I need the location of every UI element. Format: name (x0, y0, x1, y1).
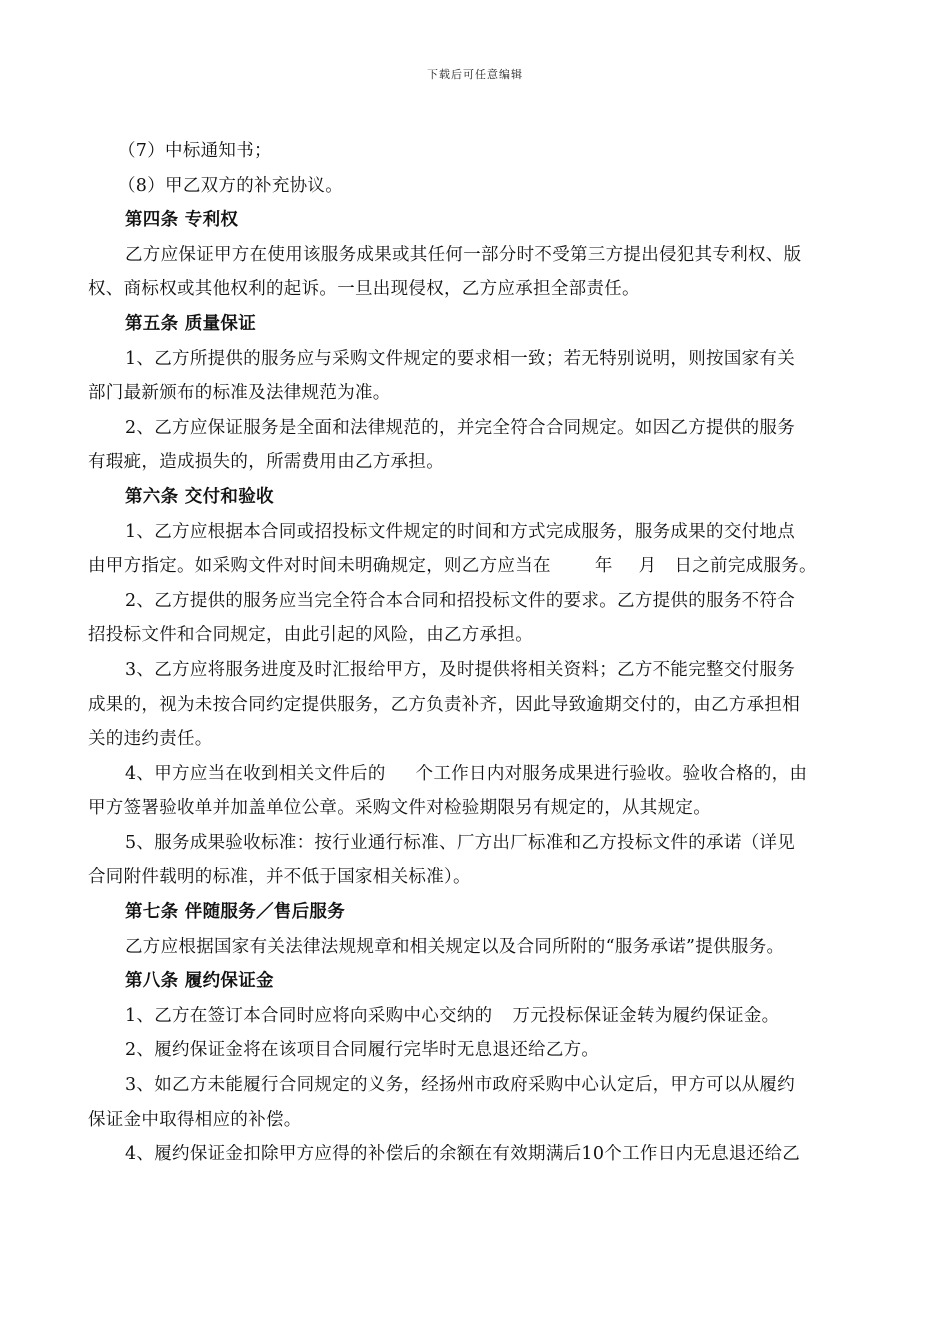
section-heading: 第七条 伴随服务／售后服务 (125, 902, 345, 923)
section-heading: 第五条 质量保证 (125, 313, 256, 334)
paragraph-line: 权、商标权或其他权利的起诉。一旦出现侵权，乙方应承担全部责任。 (88, 279, 640, 300)
section-heading: 第六条 交付和验收 (125, 486, 274, 507)
paragraph-line: 1、乙方应根据本合同或招投标文件规定的时间和方式完成服务，服务成果的交付地点 (125, 521, 796, 542)
section-heading: 第四条 专利权 (125, 210, 239, 231)
section-heading: 第八条 履约保证金 (125, 971, 274, 992)
paragraph-line: 关的违约责任。 (88, 729, 213, 750)
contract-body (88, 134, 868, 1172)
page-header-note: 下载后可任意编辑 (427, 68, 523, 81)
text-segment: 个工作日内对服务成果进行验收。验收合格的，由 (415, 763, 808, 784)
list-item: （8）甲乙双方的补充协议。 (118, 175, 344, 196)
paragraph-line (88, 757, 868, 792)
text-segment: 1、乙方在签订本合同时应将向采购中心交纳的 (125, 1005, 493, 1026)
paragraph-line: 乙方应保证甲方在使用该服务成果或其任何一部分时不受第三方提出侵犯其专利权、版 (125, 244, 802, 265)
paragraph-line (88, 999, 868, 1034)
text-segment: 万元投标保证金转为履约保证金。 (512, 1005, 780, 1026)
text-segment: 由甲方指定。如采购文件对时间未明确规定，则乙方应当在 (88, 556, 551, 577)
paragraph-line: 有瑕疵，造成损失的，所需费用由乙方承担。 (88, 452, 444, 473)
paragraph-line: 3、乙方应将服务进度及时汇报给甲方，及时提供将相关资料；乙方不能完整交付服务 (125, 659, 796, 680)
paragraph-line: 部门最新颁布的标准及法律规范为准。 (88, 383, 391, 404)
paragraph-line: 合同附件载明的标准，并不低于国家相关标准）。 (88, 867, 471, 888)
text-segment: 4、甲方应当在收到相关文件后的 (125, 763, 386, 784)
paragraph-line: 3、如乙方未能履行合同规定的义务，经扬州市政府采购中心认定后，甲方可以从履约 (125, 1075, 796, 1096)
month-label: 月 (638, 556, 657, 577)
paragraph-line: 保证金中取得相应的补偿。 (88, 1109, 302, 1130)
paragraph-line: 2、乙方提供的服务应当完全符合本合同和招投标文件的要求。乙方提供的服务不符合 (125, 590, 796, 611)
paragraph-line (88, 549, 868, 584)
paragraph-line: 2、履约保证金将在该项目合同履行完毕时无息退还给乙方。 (125, 1040, 600, 1061)
paragraph-line: 成果的，视为未按合同约定提供服务，乙方负责补齐，因此导致逾期交付的，由乙方承担相 (88, 694, 800, 715)
text-segment: 日之前完成服务。 (674, 556, 817, 577)
paragraph-line: 4、履约保证金扣除甲方应得的补偿后的余额在有效期满后10个工作日内无息退还给乙 (125, 1144, 801, 1165)
paragraph-line: 2、乙方应保证服务是全面和法律规范的，并完全符合合同规定。如因乙方提供的服务 (125, 417, 796, 438)
paragraph-line: 乙方应根据国家有关法律法规规章和相关规定以及合同所附的“服务承诺”提供服务。 (125, 936, 785, 957)
paragraph-line: 5、服务成果验收标准：按行业通行标准、厂方出厂标准和乙方投标文件的承诺（详见 (125, 832, 796, 853)
paragraph-line: 甲方签署验收单并加盖单位公章。采购文件对检验期限另有规定的，从其规定。 (88, 798, 711, 819)
list-item: （7）中标通知书； (118, 141, 272, 161)
year-label: 年 (594, 556, 613, 577)
paragraph-line: 招投标文件和合同规定，由此引起的风险，由乙方承担。 (88, 625, 533, 646)
paragraph-line: 1、乙方所提供的服务应与采购文件规定的要求相一致；若无特别说明，则按国家有关 (125, 348, 796, 369)
